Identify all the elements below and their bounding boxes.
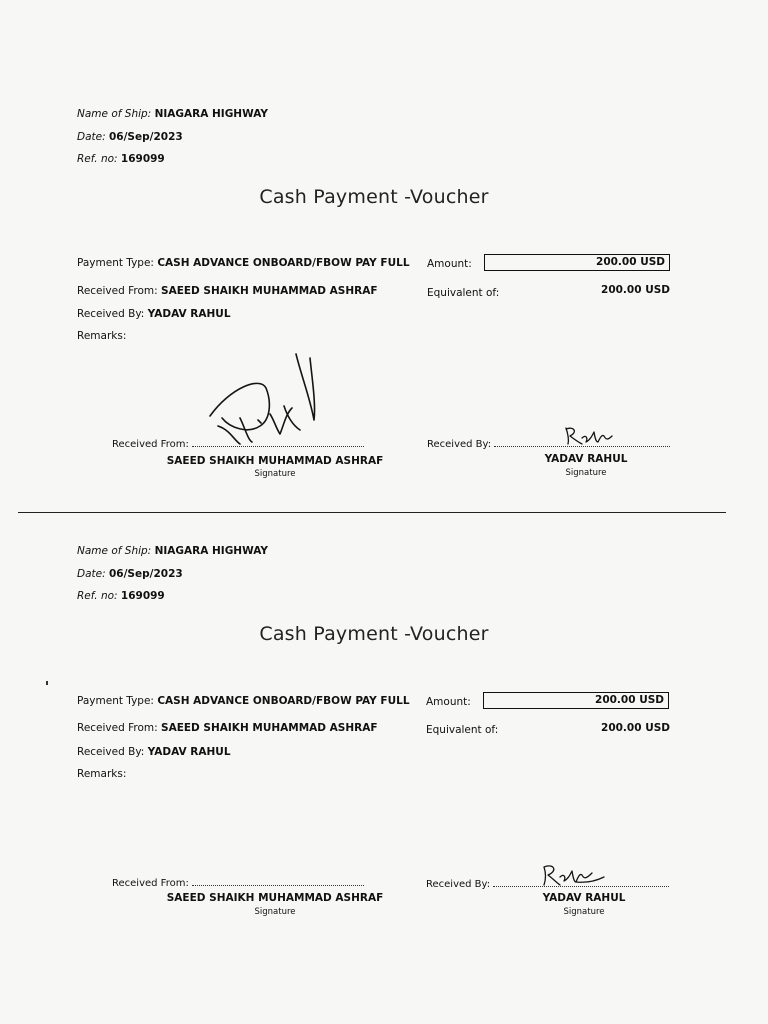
date-label: Date: xyxy=(77,131,106,143)
date-value: 06/Sep/2023 xyxy=(108,568,183,580)
received-by-row xyxy=(77,746,231,759)
voucher-top xyxy=(0,0,768,480)
date-value: 06/Sep/2023 xyxy=(108,131,183,143)
received-from-value: SAEED SHAIKH MUHAMMAD ASHRAF xyxy=(161,722,378,734)
received-from-row xyxy=(77,722,378,735)
ref-label: Ref. no: xyxy=(77,590,118,602)
ship-label: Name of Ship: xyxy=(77,108,152,120)
date-line xyxy=(77,131,183,144)
payment-type-label: Payment Type: xyxy=(77,695,154,707)
sig-from-line xyxy=(112,877,364,889)
sig-by-name: YADAV RAHUL xyxy=(542,892,626,904)
sig-from-dotted-line xyxy=(192,877,364,886)
sig-from-label: Received From: xyxy=(112,878,189,889)
ref-line xyxy=(77,590,165,603)
ref-value: 169099 xyxy=(120,590,165,602)
amount-label: Amount: xyxy=(427,258,472,270)
payment-type-value: CASH ADVANCE ONBOARD/FBOW PAY FULL xyxy=(157,695,410,707)
ship-label: Name of Ship: xyxy=(77,545,152,557)
received-by-value: YADAV RAHUL xyxy=(147,308,231,320)
sig-from-name: SAEED SHAIKH MUHAMMAD ASHRAF xyxy=(166,892,384,904)
sig-from-label: Received From: xyxy=(112,439,189,450)
sig-by-label: Received By: xyxy=(426,879,491,890)
sig-by-name: YADAV RAHUL xyxy=(544,453,628,465)
sig-from-caption: Signature xyxy=(254,907,296,917)
ref-value: 169099 xyxy=(120,153,165,165)
voucher-bottom xyxy=(0,437,768,917)
payment-type-value: CASH ADVANCE ONBOARD/FBOW PAY FULL xyxy=(157,257,410,269)
date-line xyxy=(77,568,183,581)
equivalent-label: Equivalent of: xyxy=(427,287,500,299)
sig-from-caption: Signature xyxy=(254,469,296,479)
remarks-label: Remarks: xyxy=(77,330,127,342)
date-label: Date: xyxy=(77,568,106,580)
received-by-label: Received By: xyxy=(77,746,145,758)
ref-label: Ref. no: xyxy=(77,153,118,165)
payment-type-label: Payment Type: xyxy=(77,257,154,269)
sig-by-label: Received By: xyxy=(427,439,492,450)
received-by-row xyxy=(77,308,231,321)
sig-by-line xyxy=(426,878,669,890)
amount-field: 200.00 USD xyxy=(483,692,669,709)
received-by-value: YADAV RAHUL xyxy=(147,746,231,758)
amount-label: Amount: xyxy=(426,696,471,708)
ship-value: NIAGARA HIGHWAY xyxy=(154,545,268,557)
payment-type-row xyxy=(77,695,410,708)
equivalent-value: 200.00 USD xyxy=(601,722,670,734)
received-from-label: Received From: xyxy=(77,285,158,297)
received-from-row xyxy=(77,285,378,298)
signature-from-scribble xyxy=(200,348,330,448)
amount-field: 200.00 USD xyxy=(484,254,670,271)
equivalent-label: Equivalent of: xyxy=(426,724,499,736)
ship-value: NIAGARA HIGHWAY xyxy=(154,108,268,120)
received-from-value: SAEED SHAIKH MUHAMMAD ASHRAF xyxy=(161,285,378,297)
received-from-label: Received From: xyxy=(77,722,158,734)
voucher-title: Cash Payment -Voucher xyxy=(259,623,489,645)
sig-by-caption: Signature xyxy=(565,468,607,478)
ref-line xyxy=(77,153,165,166)
sig-from-name: SAEED SHAIKH MUHAMMAD ASHRAF xyxy=(166,455,384,467)
received-by-label: Received By: xyxy=(77,308,145,320)
payment-type-row xyxy=(77,257,410,270)
sig-by-caption: Signature xyxy=(563,907,605,917)
ship-name-line xyxy=(77,545,268,558)
remarks-label: Remarks: xyxy=(77,768,127,780)
equivalent-value: 200.00 USD xyxy=(601,284,670,296)
ship-name-line xyxy=(77,108,268,121)
voucher-title: Cash Payment -Voucher xyxy=(259,186,489,208)
sig-by-dotted-line xyxy=(493,878,669,887)
